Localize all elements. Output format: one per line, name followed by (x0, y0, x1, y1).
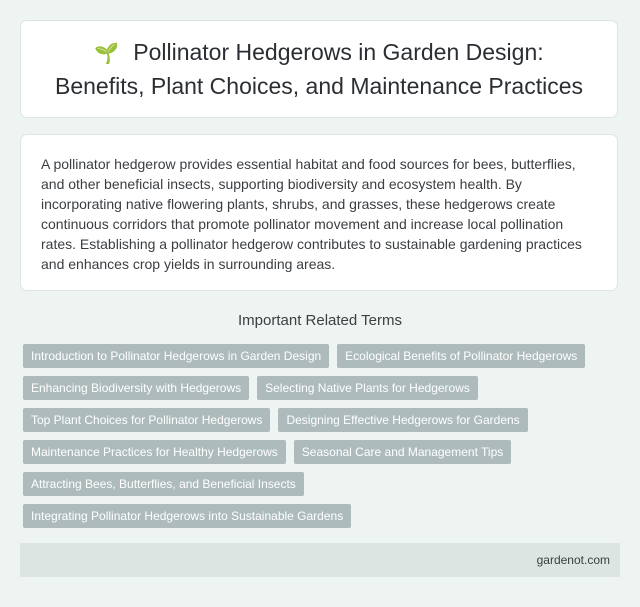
title-line-2: Benefits, Plant Choices, and Maintenance Practices (54, 73, 583, 99)
title-line-1: Pollinator Hedgerows in Garden Design: (133, 39, 544, 65)
tag-row (23, 504, 623, 536)
related-term-tag[interactable]: Top Plant Choices for Pollinator Hedgerows (23, 408, 270, 432)
related-terms-list (23, 344, 623, 536)
intro-card (20, 134, 618, 291)
tag-row (23, 344, 623, 376)
intro-paragraph: A pollinator hedgerow provides essential habitat and food sources for bees, butterflies, and other beneficial insects, supporting biodiversity and ecosystem health. By incorporating native flowering plants, shrubs, and grasses, these hedgerows create continuous corridors that promote pollinator movement and increase local pollination rates. Establishing a pollinator hedgerow contributes to sustainable gardening practices and enhances crop yields in surrounding areas. (41, 156, 582, 272)
related-term-tag[interactable]: Enhancing Biodiversity with Hedgerows (23, 376, 249, 400)
related-term-tag[interactable]: Integrating Pollinator Hedgerows into Sustainable Gardens (23, 504, 351, 528)
related-term-tag[interactable]: Ecological Benefits of Pollinator Hedgerows (337, 344, 585, 368)
related-term-tag[interactable]: Maintenance Practices for Healthy Hedgerows (23, 440, 286, 464)
tag-row (23, 376, 623, 408)
related-term-tag[interactable]: Seasonal Care and Management Tips (294, 440, 511, 464)
related-terms-heading: Important Related Terms (238, 312, 402, 329)
footer-site-link[interactable]: gardenot.com (536, 553, 610, 567)
page-title (55, 36, 583, 102)
tag-row (23, 472, 623, 504)
tag-row (23, 440, 623, 472)
related-term-tag[interactable]: Selecting Native Plants for Hedgerows (257, 376, 478, 400)
tag-row (23, 408, 623, 440)
footer (20, 543, 620, 577)
related-term-tag[interactable]: Designing Effective Hedgerows for Gardens (278, 408, 527, 432)
related-term-tag[interactable]: Attracting Bees, Butterflies, and Beneficial Insects (23, 472, 304, 496)
seedling-icon: 🌱 (94, 43, 120, 65)
title-card (20, 20, 618, 118)
related-term-tag[interactable]: Introduction to Pollinator Hedgerows in Garden Design (23, 344, 329, 368)
